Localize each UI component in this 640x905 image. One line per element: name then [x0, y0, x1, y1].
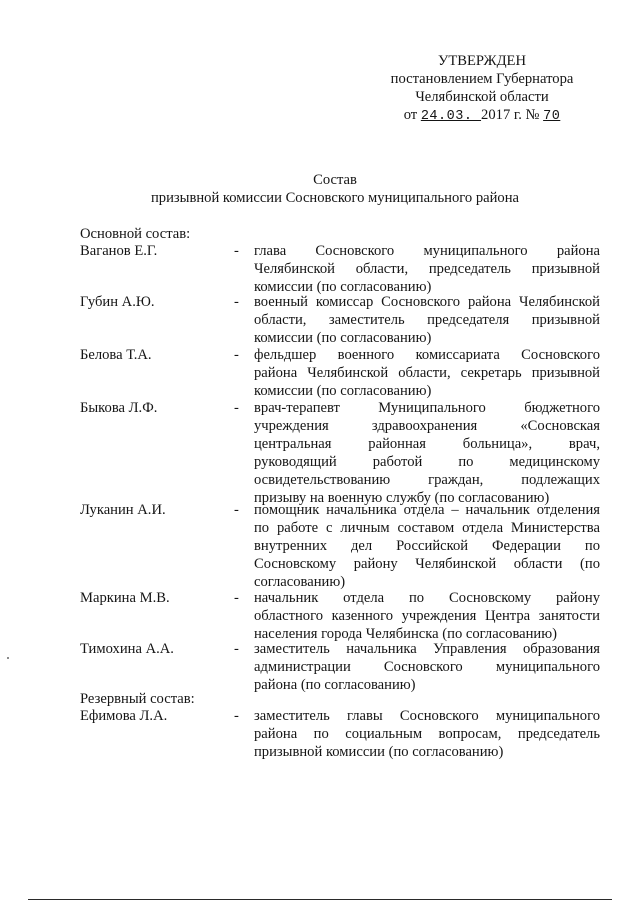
- member-role-line: заместитель начальника Управления образования: [254, 641, 600, 657]
- member-role-line: глава Сосновского муниципального района: [254, 243, 600, 259]
- member-dash: -: [234, 347, 239, 363]
- member-role-line: заместитель главы Сосновского муниципального: [254, 708, 600, 724]
- member-name: Тимохина А.А.: [80, 641, 174, 657]
- document-subtitle: призывной комиссии Сосновского муниципального района: [150, 190, 520, 206]
- member-role-line: района Челябинской области, секретарь призывной: [254, 365, 600, 381]
- approval-heading: УТВЕРЖДЕН: [438, 53, 526, 69]
- member-role: [254, 399, 600, 507]
- member-role-line: призывной комиссии (по согласованию): [254, 744, 504, 760]
- approval-number: 70: [543, 109, 561, 124]
- member-role-line: внутренних дел Российской Федерации по: [254, 538, 600, 554]
- member-role-line: по работе с личным составом отдела Министерства: [254, 520, 600, 536]
- member-name: Луканин А.И.: [80, 502, 166, 518]
- member-dash: -: [234, 502, 239, 518]
- scan-speck: [7, 657, 9, 659]
- member-name: Быкова Л.Ф.: [80, 400, 158, 416]
- member-name: Губин А.Ю.: [80, 294, 155, 310]
- member-dash: -: [234, 400, 239, 416]
- approval-date: 24.03.: [420, 109, 482, 124]
- member-role: [254, 346, 600, 400]
- member-role-line: помощник начальника отдела – начальник отделения: [254, 502, 600, 518]
- member-dash: -: [234, 708, 239, 724]
- member-role: [254, 242, 600, 296]
- member-role-line: района (по согласованию): [254, 677, 416, 693]
- approval-year: 2017 г. №: [481, 107, 540, 123]
- member-role-line: комиссии (по согласованию): [254, 330, 432, 346]
- member-role: [254, 640, 600, 694]
- member-role: [254, 293, 600, 347]
- member-dash: -: [234, 641, 239, 657]
- member-role-line: начальник отдела по Сосновскому району: [254, 590, 600, 606]
- page-bottom-edge: [28, 899, 612, 900]
- member-role-line: призыву на военную службу (по согласованию): [254, 490, 550, 506]
- member-role-line: освидетельствованию граждан, подлежащих: [254, 472, 600, 488]
- member-role-line: района по социальным вопросам, председатель: [254, 726, 600, 742]
- approval-line-1: постановлением Губернатора: [390, 71, 574, 87]
- member-role-line: Сосновскому району Челябинской области (по: [254, 556, 600, 572]
- reserve-section-label: Резервный состав:: [80, 691, 195, 707]
- main-section-label: Основной состав:: [80, 226, 191, 242]
- member-role-line: комиссии (по согласованию): [254, 383, 432, 399]
- member-role: [254, 589, 600, 643]
- approval-line-2: Челябинской области: [415, 89, 549, 105]
- member-role-line: военный комиссар Сосновского района Челябинской: [254, 294, 600, 310]
- member-role-line: области, заместитель председателя призывной: [254, 312, 600, 328]
- member-role-line: руководящий работой по медицинскому: [254, 454, 600, 470]
- member-role-line: населения города Челябинска (по согласованию): [254, 626, 558, 642]
- approval-prefix: от: [403, 107, 418, 123]
- member-dash: -: [234, 590, 239, 606]
- member-role-line: администрации Сосновского муниципального: [254, 659, 600, 675]
- member-role: [254, 707, 600, 761]
- member-role: [254, 501, 600, 591]
- member-role-line: комиссии (по согласованию): [254, 279, 432, 295]
- member-role-line: областного казенного учреждения Центра занятости: [254, 608, 600, 624]
- member-name: Ефимова Л.А.: [80, 708, 168, 724]
- member-role-line: центральная районная больница», врач,: [254, 436, 600, 452]
- member-name: Белова Т.А.: [80, 347, 152, 363]
- member-role-line: согласованию): [254, 574, 346, 590]
- member-dash: -: [234, 243, 239, 259]
- approval-date-line: [372, 106, 592, 126]
- member-name: Ваганов Е.Г.: [80, 243, 158, 259]
- member-role-line: врач-терапевт Муниципального бюджетного: [254, 400, 600, 416]
- approval-stamp: [372, 52, 592, 126]
- member-role-line: учреждения здравоохранения «Сосновская: [254, 418, 600, 434]
- member-role-line: Челябинской области, председатель призывной: [254, 261, 600, 277]
- member-role-line: фельдшер военного комиссариата Сосновского: [254, 347, 600, 363]
- member-name: Маркина М.В.: [80, 590, 170, 606]
- document-title: Состав: [313, 172, 357, 188]
- member-dash: -: [234, 294, 239, 310]
